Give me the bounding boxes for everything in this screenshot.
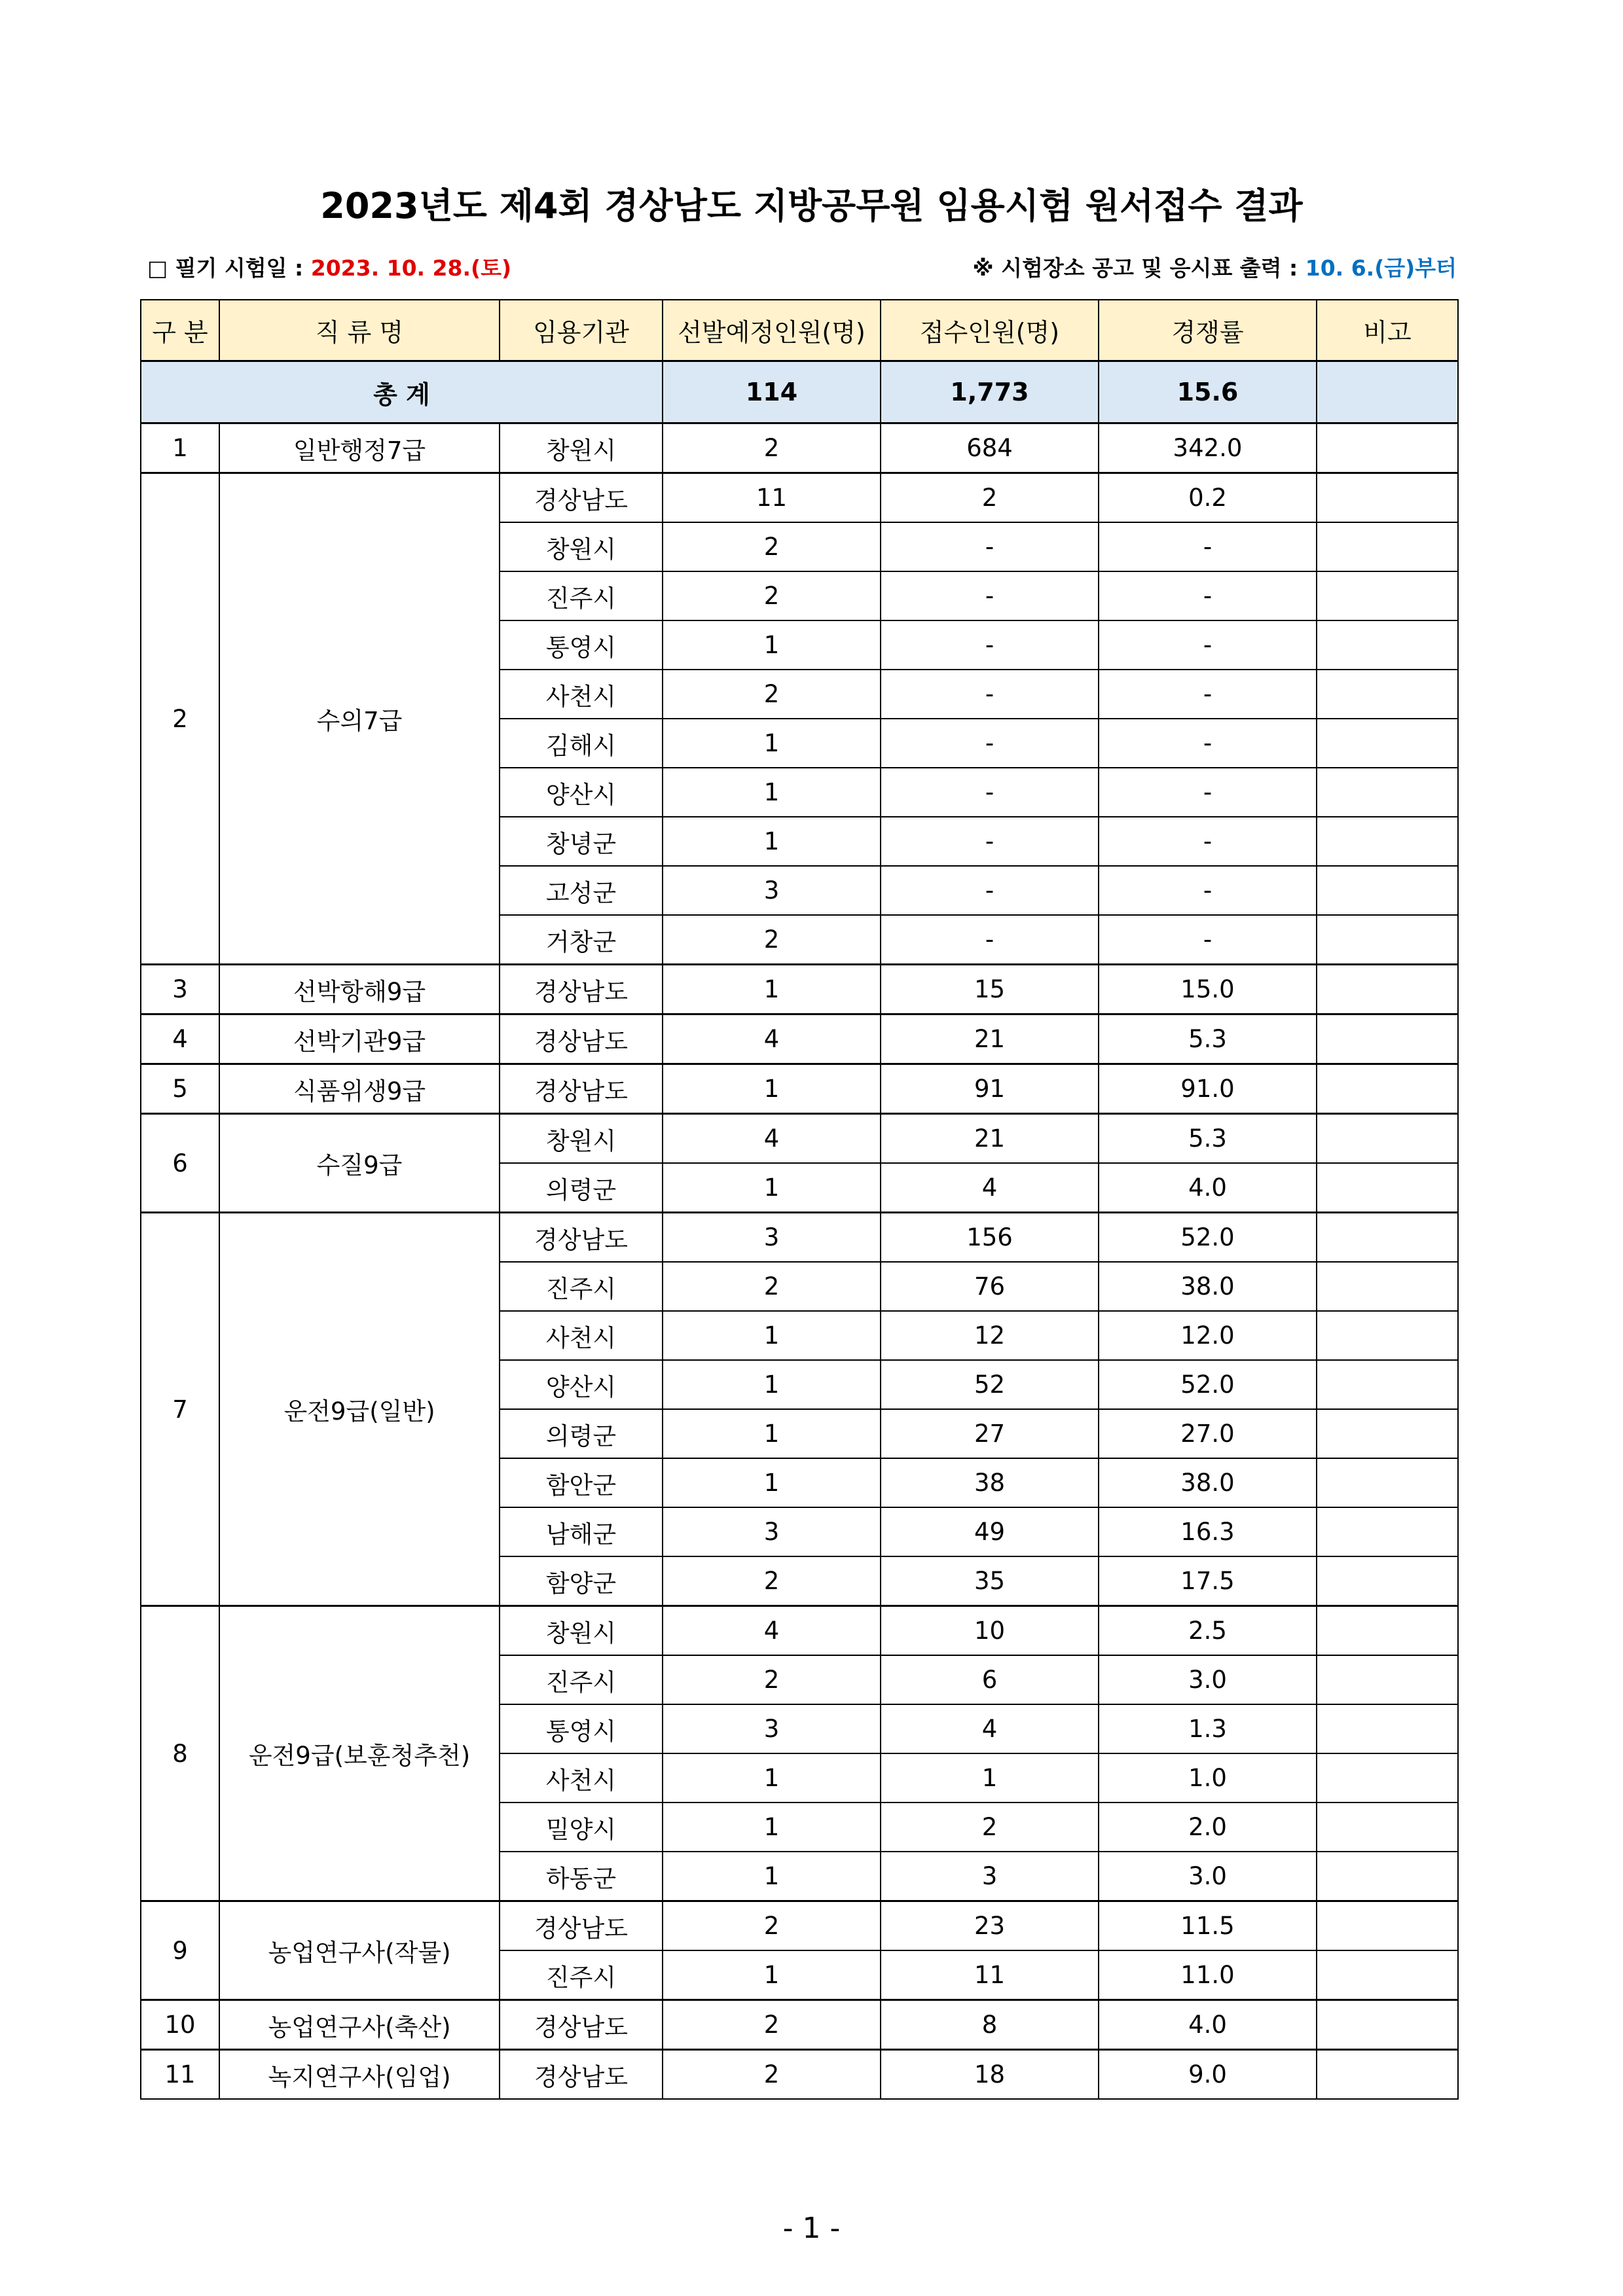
ratio-cell: 4.0: [1099, 2000, 1317, 2050]
planned-cell: 1: [663, 1852, 881, 1901]
planned-cell: 2: [663, 2050, 881, 2100]
agency-cell: 진주시: [500, 1655, 663, 1704]
note-cell: [1317, 719, 1458, 768]
applied-cell: 38: [881, 1458, 1099, 1507]
agency-cell: 진주시: [500, 1262, 663, 1311]
applied-cell: 2: [881, 473, 1099, 523]
note-cell: [1317, 1704, 1458, 1753]
notice-line: [973, 252, 1457, 285]
note-cell: [1317, 1852, 1458, 1901]
ratio-cell: -: [1099, 670, 1317, 719]
planned-cell: 1: [663, 817, 881, 866]
ratio-cell: 4.0: [1099, 1163, 1317, 1213]
planned-cell: 11: [663, 473, 881, 523]
header-cell-agency: 임용기관: [500, 300, 663, 361]
ratio-cell: 3.0: [1099, 1852, 1317, 1901]
ratio-cell: 11.5: [1099, 1901, 1317, 1951]
agency-cell: 통영시: [500, 1704, 663, 1753]
group-number-cell: 8: [141, 1606, 219, 1901]
table-row: [141, 2050, 1458, 2100]
applied-cell: 12: [881, 1311, 1099, 1360]
ratio-cell: 9.0: [1099, 2050, 1317, 2100]
agency-cell: 함안군: [500, 1458, 663, 1507]
total-note: [1317, 361, 1458, 423]
job-name-cell: 수질9급: [219, 1114, 500, 1213]
note-cell: [1317, 1803, 1458, 1852]
note-cell: [1317, 1606, 1458, 1656]
applied-cell: 91: [881, 1064, 1099, 1114]
total-ratio: 15.6: [1099, 361, 1317, 423]
header-cell-note: 비고: [1317, 300, 1458, 361]
applied-cell: 4: [881, 1704, 1099, 1753]
planned-cell: 2: [663, 2000, 881, 2050]
ratio-cell: -: [1099, 817, 1317, 866]
results-table: [140, 299, 1459, 2100]
agency-cell: 의령군: [500, 1163, 663, 1213]
agency-cell: 양산시: [500, 1360, 663, 1409]
note-cell: [1317, 473, 1458, 523]
agency-cell: 고성군: [500, 866, 663, 915]
applied-cell: 35: [881, 1556, 1099, 1606]
agency-cell: 통영시: [500, 620, 663, 670]
agency-cell: 사천시: [500, 1311, 663, 1360]
applied-cell: -: [881, 620, 1099, 670]
job-name-cell: 선박기관9급: [219, 1014, 500, 1064]
agency-cell: 경상남도: [500, 2000, 663, 2050]
applied-cell: 8: [881, 2000, 1099, 2050]
table-row: [141, 473, 1458, 523]
header-row: [141, 300, 1458, 361]
applied-cell: 15: [881, 965, 1099, 1014]
agency-cell: 의령군: [500, 1409, 663, 1458]
page-number: - 1 -: [782, 2212, 841, 2245]
note-cell: [1317, 1458, 1458, 1507]
ratio-cell: 2.5: [1099, 1606, 1317, 1656]
note-cell: [1317, 1950, 1458, 2000]
applied-cell: 18: [881, 2050, 1099, 2100]
table-row: [141, 1213, 1458, 1263]
ratio-cell: 17.5: [1099, 1556, 1317, 1606]
group-number-cell: 1: [141, 423, 219, 473]
ratio-cell: 16.3: [1099, 1507, 1317, 1556]
applied-cell: 11: [881, 1950, 1099, 2000]
applied-cell: -: [881, 915, 1099, 965]
agency-cell: 진주시: [500, 571, 663, 620]
agency-cell: 하동군: [500, 1852, 663, 1901]
planned-cell: 2: [663, 571, 881, 620]
page-title: 2023년도 제4회 경상남도 지방공무원 임용시험 원서접수 결과: [320, 185, 1303, 226]
ratio-cell: 52.0: [1099, 1213, 1317, 1263]
agency-cell: 진주시: [500, 1950, 663, 2000]
header-cell-ratio: 경쟁률: [1099, 300, 1317, 361]
ratio-cell: 5.3: [1099, 1014, 1317, 1064]
applied-cell: 27: [881, 1409, 1099, 1458]
applied-cell: 3: [881, 1852, 1099, 1901]
applied-cell: -: [881, 571, 1099, 620]
note-cell: [1317, 423, 1458, 473]
note-cell: [1317, 866, 1458, 915]
note-cell: [1317, 1311, 1458, 1360]
header-cell-planned: 선발예정인원(명): [663, 300, 881, 361]
note-cell: [1317, 817, 1458, 866]
ratio-cell: -: [1099, 915, 1317, 965]
applied-cell: 10: [881, 1606, 1099, 1656]
total-applied: 1,773: [881, 361, 1099, 423]
note-cell: [1317, 571, 1458, 620]
planned-cell: 2: [663, 1262, 881, 1311]
applied-cell: 6: [881, 1655, 1099, 1704]
note-cell: [1317, 670, 1458, 719]
ratio-cell: 2.0: [1099, 1803, 1317, 1852]
group-number-cell: 3: [141, 965, 219, 1014]
table-row: [141, 1064, 1458, 1114]
table-row: [141, 423, 1458, 473]
ratio-cell: 15.0: [1099, 965, 1317, 1014]
ratio-cell: 91.0: [1099, 1064, 1317, 1114]
total-label: 총 계: [141, 361, 663, 423]
ratio-cell: -: [1099, 768, 1317, 817]
agency-cell: 경상남도: [500, 2050, 663, 2100]
table-row: [141, 1014, 1458, 1064]
applied-cell: -: [881, 670, 1099, 719]
agency-cell: 경상남도: [500, 1901, 663, 1951]
applied-cell: -: [881, 768, 1099, 817]
table-row: [141, 1901, 1458, 1951]
planned-cell: 1: [663, 1409, 881, 1458]
agency-cell: 경상남도: [500, 473, 663, 523]
applied-cell: 2: [881, 1803, 1099, 1852]
agency-cell: 경상남도: [500, 1213, 663, 1263]
agency-cell: 사천시: [500, 1753, 663, 1803]
job-name-cell: 농업연구사(작물): [219, 1901, 500, 2000]
planned-cell: 1: [663, 1458, 881, 1507]
note-cell: [1317, 1409, 1458, 1458]
group-number-cell: 10: [141, 2000, 219, 2050]
planned-cell: 3: [663, 1704, 881, 1753]
agency-cell: 밀양시: [500, 1803, 663, 1852]
planned-cell: 1: [663, 1163, 881, 1213]
planned-cell: 3: [663, 866, 881, 915]
note-cell: [1317, 915, 1458, 965]
ratio-cell: 5.3: [1099, 1114, 1317, 1164]
header-cell-no: 구 분: [141, 300, 219, 361]
agency-cell: 김해시: [500, 719, 663, 768]
planned-cell: 2: [663, 522, 881, 571]
ratio-cell: 27.0: [1099, 1409, 1317, 1458]
job-name-cell: 녹지연구사(임업): [219, 2050, 500, 2100]
note-cell: [1317, 1556, 1458, 1606]
ratio-cell: 3.0: [1099, 1655, 1317, 1704]
agency-cell: 창원시: [500, 1606, 663, 1656]
exam-date-label: □ 필기 시험일 :: [147, 255, 311, 281]
applied-cell: 52: [881, 1360, 1099, 1409]
agency-cell: 함양군: [500, 1556, 663, 1606]
agency-cell: 창녕군: [500, 817, 663, 866]
note-cell: [1317, 1360, 1458, 1409]
planned-cell: 4: [663, 1014, 881, 1064]
job-name-cell: 식품위생9급: [219, 1064, 500, 1114]
group-number-cell: 5: [141, 1064, 219, 1114]
planned-cell: 1: [663, 620, 881, 670]
note-cell: [1317, 1655, 1458, 1704]
planned-cell: 3: [663, 1213, 881, 1263]
planned-cell: 1: [663, 1064, 881, 1114]
note-cell: [1317, 1507, 1458, 1556]
planned-cell: 2: [663, 423, 881, 473]
applied-cell: 684: [881, 423, 1099, 473]
note-cell: [1317, 1213, 1458, 1263]
applied-cell: 23: [881, 1901, 1099, 1951]
applied-cell: -: [881, 817, 1099, 866]
job-name-cell: 수의7급: [219, 473, 500, 965]
note-cell: [1317, 1114, 1458, 1164]
planned-cell: 2: [663, 915, 881, 965]
planned-cell: 1: [663, 1360, 881, 1409]
note-cell: [1317, 522, 1458, 571]
agency-cell: 경상남도: [500, 965, 663, 1014]
planned-cell: 1: [663, 1950, 881, 2000]
header-cell-applied: 접수인원(명): [881, 300, 1099, 361]
group-number-cell: 11: [141, 2050, 219, 2100]
applied-cell: -: [881, 866, 1099, 915]
ratio-cell: 38.0: [1099, 1262, 1317, 1311]
planned-cell: 1: [663, 1803, 881, 1852]
table-row: [141, 965, 1458, 1014]
note-cell: [1317, 620, 1458, 670]
table-row: [141, 1114, 1458, 1164]
agency-cell: 창원시: [500, 522, 663, 571]
group-number-cell: 7: [141, 1213, 219, 1606]
planned-cell: 2: [663, 1901, 881, 1951]
planned-cell: 2: [663, 670, 881, 719]
ratio-cell: 0.2: [1099, 473, 1317, 523]
ratio-cell: -: [1099, 522, 1317, 571]
applied-cell: 21: [881, 1014, 1099, 1064]
planned-cell: 4: [663, 1114, 881, 1164]
planned-cell: 1: [663, 768, 881, 817]
note-cell: [1317, 1163, 1458, 1213]
table-row: [141, 2000, 1458, 2050]
notice-value: 10. 6.(금)부터: [1305, 255, 1457, 281]
ratio-cell: 11.0: [1099, 1950, 1317, 2000]
note-cell: [1317, 2000, 1458, 2050]
ratio-cell: -: [1099, 719, 1317, 768]
note-cell: [1317, 1064, 1458, 1114]
total-row: [141, 361, 1458, 423]
exam-date-value: 2023. 10. 28.(토): [310, 255, 512, 281]
header-cell-job: 직 류 명: [219, 300, 500, 361]
planned-cell: 1: [663, 719, 881, 768]
job-name-cell: 일반행정7급: [219, 423, 500, 473]
group-number-cell: 2: [141, 473, 219, 965]
applied-cell: -: [881, 719, 1099, 768]
applied-cell: 21: [881, 1114, 1099, 1164]
job-name-cell: 선박항해9급: [219, 965, 500, 1014]
applied-cell: 1: [881, 1753, 1099, 1803]
ratio-cell: -: [1099, 620, 1317, 670]
ratio-cell: -: [1099, 866, 1317, 915]
job-name-cell: 운전9급(일반): [219, 1213, 500, 1606]
applied-cell: 76: [881, 1262, 1099, 1311]
ratio-cell: 1.0: [1099, 1753, 1317, 1803]
job-name-cell: 운전9급(보훈청추천): [219, 1606, 500, 1901]
planned-cell: 2: [663, 1556, 881, 1606]
ratio-cell: -: [1099, 571, 1317, 620]
agency-cell: 창원시: [500, 423, 663, 473]
ratio-cell: 52.0: [1099, 1360, 1317, 1409]
group-number-cell: 6: [141, 1114, 219, 1213]
applied-cell: -: [881, 522, 1099, 571]
job-name-cell: 농업연구사(축산): [219, 2000, 500, 2050]
group-number-cell: 9: [141, 1901, 219, 2000]
total-planned: 114: [663, 361, 881, 423]
planned-cell: 1: [663, 1753, 881, 1803]
agency-cell: 남해군: [500, 1507, 663, 1556]
planned-cell: 3: [663, 1507, 881, 1556]
applied-cell: 156: [881, 1213, 1099, 1263]
applied-cell: 49: [881, 1507, 1099, 1556]
group-number-cell: 4: [141, 1014, 219, 1064]
ratio-cell: 12.0: [1099, 1311, 1317, 1360]
planned-cell: 1: [663, 965, 881, 1014]
agency-cell: 양산시: [500, 768, 663, 817]
planned-cell: 4: [663, 1606, 881, 1656]
ratio-cell: 1.3: [1099, 1704, 1317, 1753]
ratio-cell: 38.0: [1099, 1458, 1317, 1507]
agency-cell: 사천시: [500, 670, 663, 719]
applied-cell: 4: [881, 1163, 1099, 1213]
note-cell: [1317, 768, 1458, 817]
planned-cell: 1: [663, 1311, 881, 1360]
agency-cell: 거창군: [500, 915, 663, 965]
planned-cell: 2: [663, 1655, 881, 1704]
table-row: [141, 1606, 1458, 1656]
exam-date-line: [147, 252, 511, 285]
agency-cell: 창원시: [500, 1114, 663, 1164]
notice-label: ※ 시험장소 공고 및 응시표 출력 :: [972, 255, 1305, 281]
agency-cell: 경상남도: [500, 1014, 663, 1064]
note-cell: [1317, 1262, 1458, 1311]
note-cell: [1317, 1014, 1458, 1064]
note-cell: [1317, 1901, 1458, 1951]
ratio-cell: 342.0: [1099, 423, 1317, 473]
note-cell: [1317, 965, 1458, 1014]
note-cell: [1317, 2050, 1458, 2100]
agency-cell: 경상남도: [500, 1064, 663, 1114]
note-cell: [1317, 1753, 1458, 1803]
